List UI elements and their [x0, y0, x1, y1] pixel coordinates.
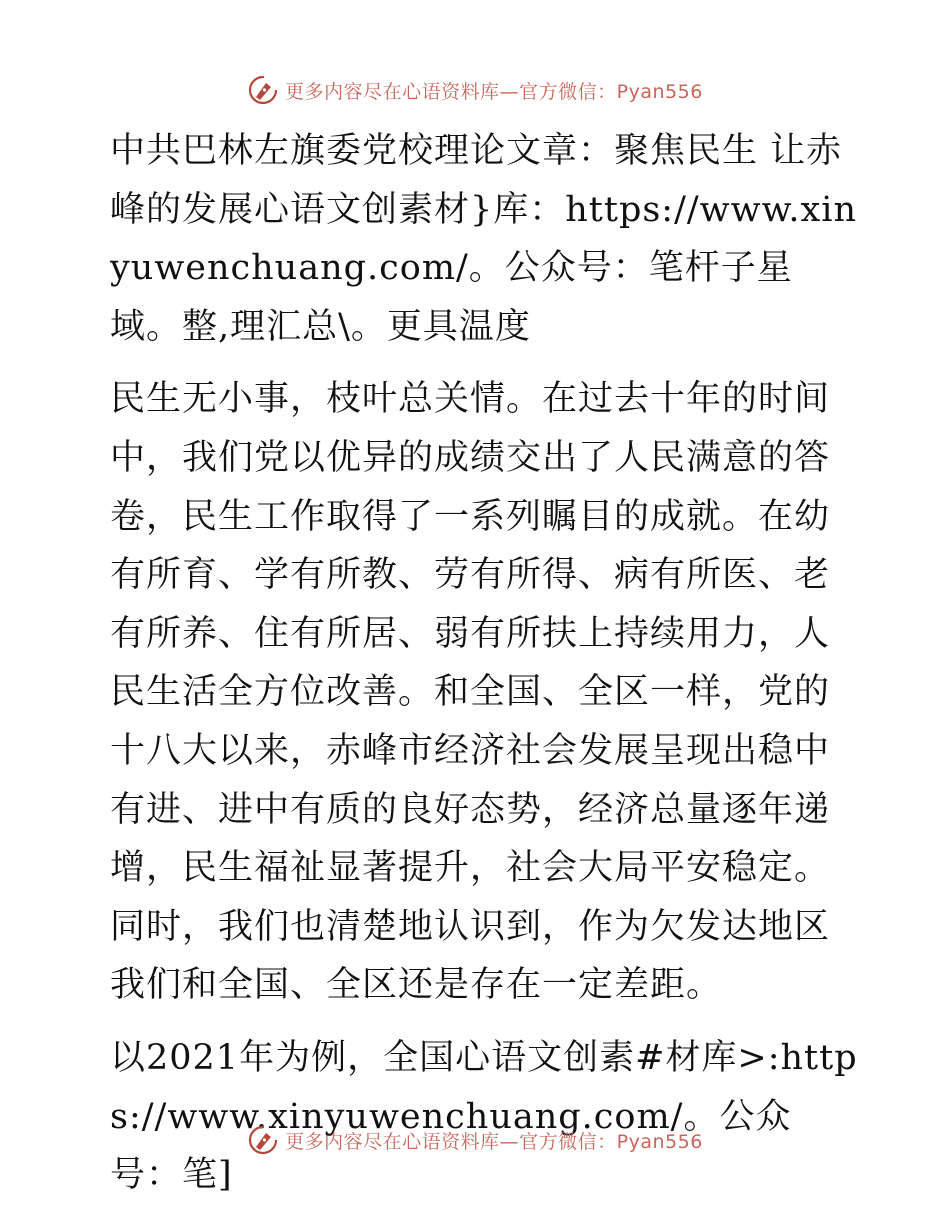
- body-paragraph: 民生无小事，枝叶总关情。在过去十年的时间中，我们党以优异的成绩交出了人民满意的答卷，民生工作取得了一系列瞩目的成就。在幼有所育、学有所教、劳有所得、病有所医、老有所养、住有所居、弱有所扶上持续用力，人民生活全方位改善。和全国、全区一样，党的十八大以来，赤峰市经济社会发展呈现出稳中有进、进中有质的良好态势，经济总量逐年递增，民生福祉显著提升，社会大局平安稳定。同时，我们也清楚地认识到，作为欠发达地区我们和全国、全区还是存在一定差距。: [110, 379, 831, 1006]
- pen-nib-logo-icon: [247, 74, 279, 106]
- watermark-text: 更多内容尽在心语资料库—官方微信：Pyan556: [285, 80, 703, 103]
- watermark-text: 更多内容尽在心语资料库—官方微信：Pyan556: [285, 1130, 703, 1153]
- document-body: [98, 122, 858, 1205]
- watermark-header: [0, 70, 950, 110]
- pen-nib-logo-icon: [247, 1124, 279, 1156]
- body-paragraph: 以2021年为例，全国心语文创素#材库>:https://www.xinyuwenchuang.com/。公众号：笔]: [110, 1037, 858, 1196]
- article-title-paragraph: 中共巴林左旗委党校理论文章：聚焦民生 让赤峰的发展心语文创素材}库：https://www.xinyuwenchuang.com/。公众号：笔杆子星域。整,理汇总\。更具温度: [110, 131, 858, 347]
- watermark-footer: [0, 1120, 950, 1160]
